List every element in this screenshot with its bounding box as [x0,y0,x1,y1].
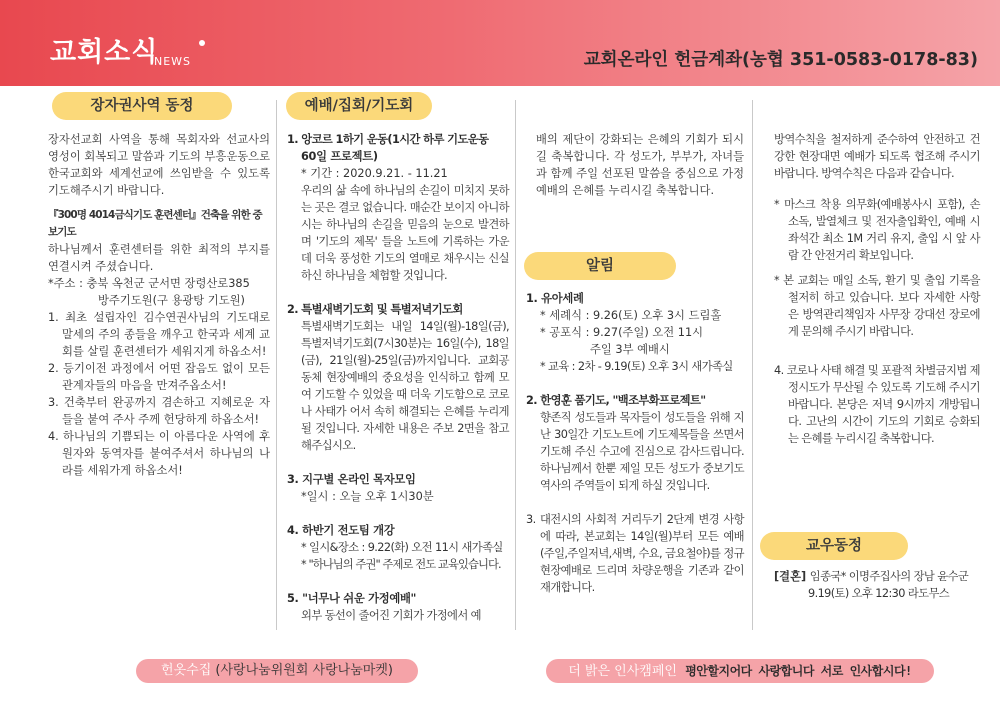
footer-clothes-collection [136,659,418,683]
footer-slogan: 평안할지어다 사랑합니다 서로 인사합시다! [685,664,912,678]
column-jangja [48,131,270,479]
section-title: 교회소식 [50,37,159,68]
news-label: NEWS [154,55,192,68]
news-text: 임종국* 이명주집사의 장남 윤수군 [809,570,969,583]
item-body: 주일 3부 예배시 [590,343,670,356]
address-line-2: 방주기도원(구 용광탕 기도원) [98,294,245,307]
column-divider [515,100,516,630]
pill-worship: 예배/집회/기도회 [286,92,432,120]
item-title: 2. 특별새벽기도회 및 특별저녁기도회 [287,303,463,316]
safety-rule: * 본 교회는 매일 소독, 환기 및 출입 기록을 철저히 하고 있습니다. 보다 자세한 사항은 방역관리책임자 사무장 강대선 장로에게 문의해 주시기 바랍니다. [774,274,980,338]
item-body: 3. 대전시의 사회적 거리두기 2단계 변경 사항에 따라, 본교회는 14일(월)부터 모든 예배(주일,주일저녁,새벽, 수요, 금요철야)를 정규 현장예배로 드리며 차량운행을 기존과 같이 재개합니다. [526,513,744,594]
item-title: 3. 지구별 온라인 목자모임 [287,473,416,486]
ministry-intro: 장자선교회 사역을 통해 목회자와 선교사의 영성이 회복되고 말씀과 기도의 부흥운동으로 한국교회와 세계선교에 쓰임받을 수 있도록 기도해주시기 바랍니다. [48,133,270,197]
pill-jangja-ministry: 장자권사역 동정 [52,92,232,120]
member-news [774,568,980,602]
item-title: 1. 앙코르 1하기 운동(1시간 하루 기도운동 [287,133,489,146]
list-item: 3. 건축부터 완공까지 겸손하고 지혜로운 자들을 붙여 주사 주께 헌당하게 하옵소서! [48,396,270,426]
news-text: 9.19(토) 오후 12:30 라도무스 [808,587,950,600]
item-body: 향존직 성도들과 목자들이 성도들을 위해 지난 30일간 기도노트에 기도제목들을 쓰면서 기도해 주신 수고에 진심으로 감사드립니다. 하나님께서 한뿐 제일 모든 성도가 중보기도 역사의 주역들이 되게 하실 것입니다. [540,411,744,492]
item-body: * 세례식 : 9.26(토) 오후 3시 드림홀 [540,309,722,322]
item-title: 60일 프로젝트) [301,150,378,163]
column-worship [287,131,509,641]
column-notice [536,131,744,199]
item-body: * 교육 : 2차 - 9.19(토) 오후 3시 새가족실 [540,360,733,373]
prayer-item: 4. 코로나 사태 해결 및 포괄적 차별금지법 제정시도가 무산될 수 있도록 기도해 주시기 바랍니다. 본당은 저녁 9시까지 개방됩니다. 고난의 시간이 기도의 기회로 승화되는 은혜를 누리시길 축복합니다. [774,364,980,445]
footer-label: 더 밝은 인사캠페인 [568,664,677,679]
item-body: * 공포식 : 9.27(주일) 오전 11시 [540,326,704,339]
item-body: *일시 : 오늘 오후 1시30분 [301,490,434,503]
pill-member-news: 교우동정 [760,532,908,560]
address-line: *주소 : 충북 옥천군 군서면 장령산로385 [48,277,250,290]
header-banner [0,0,1000,86]
safety-rule: * 마스크 착용 의무화(예배봉사시 포함), 손 소독, 발열체크 및 전자출입확인, 예배 시 좌석간 최소 1M 거리 유지, 출입 시 앞 사람 간 안전거리 확보입니다. [774,198,980,262]
footer-text: (사랑나눔위원회 사랑나눔마켓) [211,663,393,678]
column-divider [752,100,753,630]
item-title: 5. "너무나 쉬운 가정예배" [287,592,417,605]
pill-notice: 알림 [524,252,676,280]
footer-label: 헌옷수집 [161,663,212,678]
footer-greeting-campaign [546,659,934,683]
item-body: * 일시&장소 : 9.22(화) 오전 11시 새가족실 [301,541,503,554]
item-title: 1. 유아세례 [526,292,584,305]
prayer-title: 『300명 4014금식기도 훈련센터』건축을 위한 중보기도 [48,209,262,238]
item-body: 특별새벽기도회는 내일 14일(월)-18일(금), 특별저녁기도회(7시30분)는 16일(수), 18일(금), 21일(월)-25일(금)까지입니다. 교회공동체 현장예배의 중요성을 인식하고 함께 모여 기도할 수 있었을 때 더욱 기도함으로 코로나 사태가 어서 속히 해결되는 은혜를 누리게 될 것입니다. 자세한 내용은 주보 2면을 참고해주십시오. [301,320,509,452]
list-item: 4. 하나님의 기쁨되는 이 아름다운 사역에 후원자와 동역자를 붙여주셔서 하나님의 나라를 세워가게 하옵소서! [48,430,270,477]
offering-account: 교회온라인 헌금계좌(농협 351-0583-0178-83) [583,50,978,70]
news-tag: [결혼] [774,570,807,583]
item-body: 외부 동선이 줄어진 기회가 가정에서 예 [301,609,481,622]
item-body: 우리의 삶 속에 하나님의 손길이 미치지 못하는 곳은 결코 없습니다. 매순간 보이지 아니하시는 하나님의 손길을 믿음의 눈으로 발견하며 '기도의 제목' 들을 노트에 기록하는 가운데 더욱 풍성한 기도의 열매로 채우시는 신실하신 하나님을 체험할 것입니다. [301,184,509,282]
column-divider [276,100,277,630]
item-title: 2. 한영훈 품기도, "백조부화프로젝트" [526,394,706,407]
item-body: * "하나님의 주권" 주제로 전도 교육있습니다. [301,558,501,571]
list-item: 2. 등기이전 과정에서 어떤 잡음도 없이 모든 관계자들의 마음을 만져주옵소서! [48,362,270,392]
list-item: 1. 최초 설립자인 김수연권사님의 기도대로 말세의 주의 종들을 깨우고 한국과 세계 교회를 살릴 훈련센터가 세워지게 하옵소서! [48,311,270,358]
notice-list [526,290,744,613]
column-safety [774,131,980,447]
item-title: 4. 하반기 전도팀 개강 [287,524,395,537]
decorative-dot-icon [199,40,205,46]
prayer-body: 하나님께서 훈련센터를 위한 최적의 부지를 연결시켜 주셨습니다. [48,243,270,273]
safety-intro: 방역수칙을 철저하게 준수하여 안전하고 건강한 현장대면 예배가 되도록 협조해 주시기 바랍니다. 방역수칙은 다음과 같습니다. [774,133,980,180]
continued-text: 배의 제단이 강화되는 은혜의 기회가 되시길 축복합니다. 각 성도가, 부부가, 자녀들과 함께 주일 선포된 말씀을 중심으로 가정예배의 은혜를 누리시길 축복합니다. [536,133,744,197]
item-date: * 기간 : 2020.9.21. - 11.21 [301,167,448,180]
